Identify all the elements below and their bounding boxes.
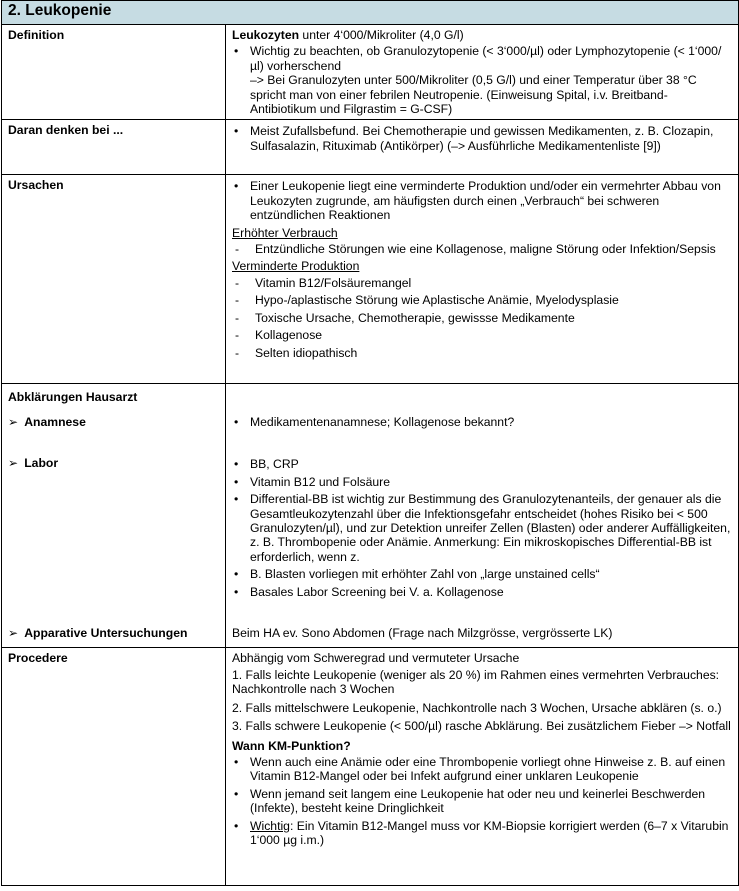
list-item: • Wenn jemand seit langem eine Leukopenie hat oder neu und keinerlei Beschwerden (Infekte), besteht keine Dringlichkeit xyxy=(232,787,732,816)
list-item: • Wenn auch eine Anämie oder eine Thrombopenie vorliegt ohne Hinweise z. B. auf einen Vitamin B12-Mangel oder bei Infekt aufgrund einer unklaren Leukopenie xyxy=(232,755,732,784)
wichtig-label: Wichtig xyxy=(250,818,290,833)
label-anamnese: ➢ Anamnese xyxy=(8,415,86,430)
arrow-icon: ➢ xyxy=(8,456,19,471)
label-abklaerungen: Abklärungen Hausarzt xyxy=(8,390,138,405)
procedere-step: 3. Falls schwere Leukopenie (< 500/µl) rasche Abklärung. Bei zusätzlichem Fieber –> Notfall xyxy=(232,719,731,734)
list-item: - Hypo-/aplastische Störung wie Aplastische Anämie, Myelodysplasie xyxy=(232,293,732,307)
label-labor: ➢ Labor xyxy=(8,456,59,471)
row-ursachen xyxy=(2,175,739,384)
leukopenie-table xyxy=(1,0,739,886)
procedere-step: 1. Falls leichte Leukopenie (weniger als 20 %) im Rahmen eines vermehrten Verbrauches: Nachkontrolle nach 3 Wochen xyxy=(232,667,720,697)
list-item: - Vitamin B12/Folsäuremangel xyxy=(232,276,732,290)
list-item: - Toxische Ursache, Chemotherapie, gewissse Medikamente xyxy=(232,311,732,325)
label-apparative: ➢ Apparative Untersuchungen xyxy=(8,626,188,641)
label-definition: Definition xyxy=(8,28,65,42)
ursachen-bullet: • Einer Leukopenie liegt eine verminderte Produktion und/oder ein vermehrter Abbau von Leukozyten zugrunde, am häufigsten durch einen „Verbrauch“ bei schweren entzündlichen Reaktionen xyxy=(232,179,732,222)
list-item: • Basales Labor Screening bei V. a. Kollagenose xyxy=(232,585,732,599)
arrow-icon: ➢ xyxy=(8,626,19,641)
anamnese-bullet: • Medikamentenanamnese; Kollagenose bekannt? xyxy=(232,415,732,429)
label-procedere: Procedere xyxy=(8,651,68,666)
section-title: 2. Leukopenie xyxy=(2,1,739,25)
list-item: - Entzündliche Störungen wie eine Kollagenose, maligne Störung oder Infektion/Sepsis xyxy=(232,242,732,256)
list-item: • B. Blasten vorliegen mit erhöhter Zahl von „large unstained cells“ xyxy=(232,567,732,581)
labor-list xyxy=(232,456,732,602)
apparative-text: Beim HA ev. Sono Abdomen (Frage nach Milzgrösse, vergrösserte LK) xyxy=(232,626,613,641)
list-item: - Selten idiopathisch xyxy=(232,346,732,360)
label-ursachen: Ursachen xyxy=(8,178,64,193)
km-heading: Wann KM-Punktion? xyxy=(232,739,351,754)
list-item: • Differential-BB ist wichtig zur Bestimmung des Granulozytenanteils, der genauer als die Gesamtleukozytenzahl über die Infektionsgefahr entscheidet (hohes Risiko bei < 500 Granulozyten/µl), und zur Detektion unreifer Zellen (Blasten) oder anderer Auffälligkeiten, z. B. Thrombopenie oder Anämie. Anmerkung: Ein mikroskopisches Differential-BB ist erforderlich, wenn z. xyxy=(232,492,732,564)
row-definition xyxy=(2,25,739,120)
row-procedere xyxy=(2,648,739,886)
title-row xyxy=(2,1,739,25)
definition-lead: Leukozyten unter 4‘000/Mikroliter (4,0 G/l) xyxy=(232,28,464,42)
daran-bullet: • Meist Zufallsbefund. Bei Chemotherapie und gewissen Medikamenten, z. B. Clozapin, Sulfasalazin, Rituximab (Antikörper) (–> Ausführliche Medikamentenliste [9]) xyxy=(232,124,732,153)
procedere-intro: Abhängig vom Schweregrad und vermuteter Ursache xyxy=(232,651,520,666)
label-daran-denken: Daran denken bei ... xyxy=(8,123,124,138)
list-item: • Wichtig: Ein Vitamin B12-Mangel muss vor KM-Biopsie korrigiert werden (6–7 x Vitarubin 1‘000 µg i.m.) xyxy=(232,819,732,848)
list-item: - Kollagenose xyxy=(232,328,732,342)
arrow-icon: ➢ xyxy=(8,415,19,430)
procedere-step: 2. Falls mittelschwere Leukopenie, Nachkontrolle nach 3 Wochen, Ursache abklären (s. o.) xyxy=(232,700,722,715)
list-item: • Vitamin B12 und Folsäure xyxy=(232,475,732,489)
definition-bullet: • Wichtig zu beachten, ob Granulozytopenie (< 3‘000/µl) oder Lymphozytopenie (< 1‘000/µl) vorherschend –> Bei Granulozyten unter 500/Mikroliter (0,5 G/l) und einer Temperatur über 38 °C spricht man von einer febrilen Neutropenie. (Einweisung Spital, i.v. Breitband-Antibiotikum und Filgrastim = G-CSF) xyxy=(232,44,732,116)
heading-verminderte-produktion: Verminderte Produktion xyxy=(232,259,360,274)
row-abklaerungen xyxy=(2,384,739,648)
row-daran-denken xyxy=(2,120,739,175)
heading-erhoehter-verbrauch: Erhöhter Verbrauch xyxy=(232,225,338,240)
list-item: • BB, CRP xyxy=(232,457,732,471)
document xyxy=(1,0,738,886)
definition-continuation: –> Bei Granulozyten unter 500/Mikroliter (0,5 G/l) und einer Temperatur über 38 °C spricht man von einer febrilen Neutropenie. (Einweisung Spital, i.v. Breitband-Antibiotikum und Filgrastim = G-CSF) xyxy=(250,73,697,117)
